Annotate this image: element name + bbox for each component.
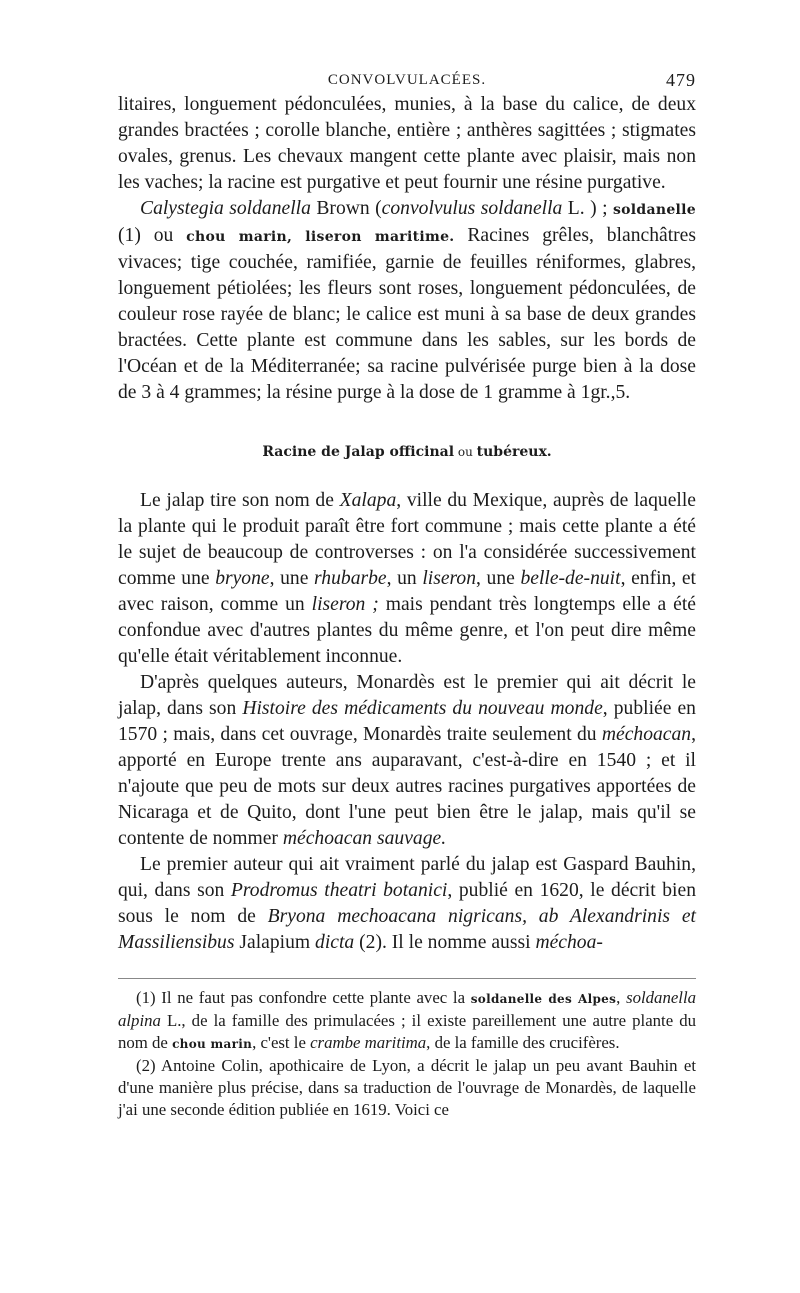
running-head <box>118 62 696 92</box>
footnotes <box>118 978 696 1121</box>
paragraph-jalap-name: Le jalap tire son nom de Xalapa, ville du Mexique, auprès de laquelle la plante qui le produit paraît être fort commune ; mais cette plante a été le sujet de beaucoup de controverses : on l'a considérée successivement comme une bryone, une rhubarbe, un liseron, une belle-de-nuit, enfin, et avec raison, comme un liseron ; mais pendant très longtemps elle a été confondue avec d'autres plantes du même genre, et l'on peut dire même qu'elle était véritablement inconnue. <box>118 490 697 667</box>
section-heading: Racine de Jalap officinal ou tubéreux. <box>262 444 552 460</box>
paragraph-continuation: litaires, longuement pédonculées, munies, à la base du calice, de deux grandes bractées ; corolle blanche, entière ; anthères sagittées ; stigmates ovales, grenus. Les chevaux mangent cette plante avec plaisir, mais non les vaches; la racine est purgative et peut fournir une résine purgative. <box>118 94 696 193</box>
common-name: soldanelle <box>612 202 696 218</box>
footnote-2: (2) Antoine Colin, apothicaire de Lyon, a décrit le jalap un peu avant Bauhin et d'une manière plus précise, dans sa traduction de l'ouvrage de Monardès, de laquelle j'ai une seconde édition publiée en 1619. Voici ce <box>118 1056 696 1119</box>
main-text <box>118 92 696 956</box>
footnote-ref-1: (1) ou <box>118 225 187 246</box>
paragraph-bauhin: Le premier auteur qui ait vraiment parlé du jalap est Gaspard Bauhin, qui, dans son Prodromus theatri botanici, publié en 1620, le décrit bien sous le nom de Bryona mechoacana nigricans, ab Alexandrinis et Massiliensibus Jalapium dicta (2). Il le nomme aussi méchoa- <box>118 854 696 953</box>
page-number: 479 <box>666 70 696 90</box>
footnote-1: (1) Il ne faut pas confondre cette plante avec la soldanelle des Alpes, soldanella alpina L., de la famille des primulacées ; il existe pareillement une autre plante du nom de chou marin, c'est le crambe maritima, de la famille des crucifères. <box>118 988 696 1052</box>
paragraph-calystegia: Calystegia soldanella Brown (convolvulus soldanella L. ) ; soldanelle (1) ou chou marin, liseron maritime. Racines grêles, blanchâtres vivaces; tige couchée, ramifiée, garnie de feuilles réniformes, glabres, longuement pétiolées; les fleurs sont roses, longuement pédonculées, de couleur rose rayée de blanc; le calice est muni à sa base de deux grandes bractées. Cette plante est commune dans les sables, sur les bords de l'Océan et de la Méditerranée; sa racine pulvérisée purge bien à la dose de 3 à 4 grammes; la résine purge à la dose de 1 gramme à 1gr.,5. <box>118 198 696 403</box>
synonym-name: convolvulus soldanella <box>381 198 563 219</box>
page <box>118 62 696 1121</box>
species-name: Calystegia soldanella <box>140 198 311 219</box>
running-title: CONVOLVULACÉES. <box>327 72 487 88</box>
paragraph-monardes: D'après quelques auteurs, Monardès est le premier qui ait décrit le jalap, dans son Histoire des médicaments du nouveau monde, publiée en 1570 ; mais, dans cet ouvrage, Monardès traite seulement du méchoacan, apporté en Europe trente ans auparavant, c'est-à-dire en 1540 ; et il n'ajoute que peu de mots sur deux autres racines purgatives apportées de Nicaraga et de Quito, dont l'une peut bien être le jalap, mais qu'il se contente de nommer méchoacan sauvage. <box>118 672 696 849</box>
common-name-alt: chou marin, liseron maritime. <box>186 229 455 245</box>
